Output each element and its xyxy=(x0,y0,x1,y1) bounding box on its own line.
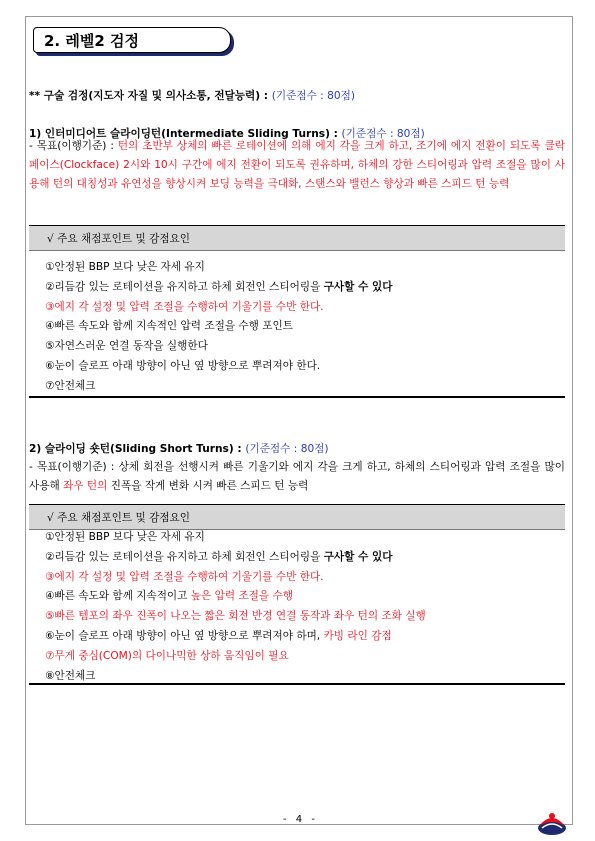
turns1-points-list xyxy=(29,258,565,397)
oral-exam-line xyxy=(29,88,355,103)
turns2-points-title: √ 주요 채점포인트 및 감점요인 xyxy=(47,512,191,524)
turns1-criteria: (기준점수 : 80점) xyxy=(341,128,425,140)
turns2-points-list xyxy=(29,528,565,686)
scoring-point-emphasis: 구사할 수 있다 xyxy=(323,550,393,563)
turns1-bottom-rule xyxy=(29,396,565,398)
scoring-point-text: ⑦안전체크 xyxy=(45,379,96,392)
oral-exam-criteria: (기준점수 : 80점) xyxy=(271,90,355,102)
page-number: - 4 - xyxy=(283,814,318,825)
turns2-bottom-rule xyxy=(29,683,565,685)
scoring-point-text: ⑤빠른 템포의 좌우 진폭이 나오는 짧은 회전 반경 연결 동작과 좌우 턴의 조화 실행 xyxy=(45,610,426,623)
turns1-goal-text: 턴의 초반부 상체의 빠른 로테이션에 의해 에지 각을 크게 하고, 조기에 에지 전환이 되도록 클락페이스(Clockface) 2시와 10시 구간에 에지 전환이 되도록 권유하며, 하체의 강한 스티어링과 압력 조절을 많이 사용해 턴의 대칭성과 유연성을 향상시켜 보딩 능력을 극대화, 스탠스와 밸런스 향상과 빠른 스피드 턴 능력 xyxy=(29,140,565,190)
scoring-point-text: ③에지 각 설정 및 압력 조절을 수행하여 기울기를 수반 한다. xyxy=(45,300,324,313)
scoring-point-item xyxy=(29,337,565,357)
scoring-point-text: ③에지 각 설정 및 압력 조절을 수행하여 기울기를 수반 한다. xyxy=(45,570,324,583)
turns1-heading: 1) 인터미디어트 슬라이딩턴(Intermediate Sliding Turns) : xyxy=(29,128,338,140)
turns1-points-title: √ 주요 채점포인트 및 감점요인 xyxy=(47,233,191,245)
scoring-point-item xyxy=(29,528,565,548)
scoring-point-text: ④빠른 속도와 함께 지속적인 압력 조절을 수행 포인트 xyxy=(45,320,293,333)
scoring-point-text: ⑧안전체크 xyxy=(45,669,96,682)
scoring-point-text: ⑥눈이 슬로프 아래 방향이 아닌 옆 방향으로 뿌려져야 하며, xyxy=(45,629,324,642)
scoring-point-item xyxy=(29,357,565,377)
scoring-point-item xyxy=(29,377,565,397)
turns2-goal-text-red: 좌우 턴의 xyxy=(63,480,108,492)
scoring-point-text: ①안정된 BBP 보다 낮은 자세 유지 xyxy=(45,531,205,543)
turns1-points-header xyxy=(29,225,565,251)
turns2-heading-line xyxy=(29,441,329,456)
turns2-points-header xyxy=(29,504,565,530)
scoring-point-item xyxy=(29,548,565,568)
scoring-point-item xyxy=(29,278,565,298)
turns1-goal-prefix: - 목표(이행기준) : xyxy=(29,140,118,152)
scoring-point-text: ①안정된 BBP 보다 낮은 자세 유지 xyxy=(45,261,205,273)
section-title: 2. 레벨2 검정 xyxy=(33,27,231,53)
scoring-point-text: ④빠른 속도와 함께 지속적이고 xyxy=(45,590,191,603)
scoring-point-item xyxy=(29,258,565,278)
scoring-point-emphasis: 구사할 수 있다 xyxy=(323,280,393,293)
turns1-goal xyxy=(29,137,565,194)
scoring-point-item xyxy=(29,647,565,667)
scoring-point-item xyxy=(29,627,565,647)
turns2-goal-text-a: 상체 회전을 선행시켜 빠른 기울기와 에지 각을 크게 하고, 하체의 스티어링과 압력 조절을 많이 사용해 xyxy=(29,461,565,492)
turns2-heading: 2) 슬라이딩 숏턴(Sliding Short Turns) : xyxy=(29,443,242,455)
organization-logo xyxy=(535,808,569,836)
scoring-point-text: ⑤자연스러운 연결 동작을 실행한다 xyxy=(45,340,208,353)
turns2-goal-prefix: - 목표(이행기준) : xyxy=(29,461,119,473)
scoring-point-red-note: 카빙 라인 감점 xyxy=(323,629,392,642)
turns2-goal-text-b: 진폭을 작게 변화 시켜 빠른 스피드 턴 능력 xyxy=(107,480,309,492)
oral-exam-label: ** 구술 검정(지도자 자질 및 의사소통, 전달능력) : xyxy=(29,90,269,102)
turns2-goal xyxy=(29,458,565,496)
scoring-point-text: ⑦무게 중심(COM)의 다이나믹한 상하 움직임이 필요 xyxy=(45,649,289,662)
scoring-point-item xyxy=(29,298,565,318)
scoring-point-item xyxy=(29,587,565,607)
turns2-criteria: (기준점수 : 80점) xyxy=(245,443,329,455)
scoring-point-red-note: 높은 압력 조절을 수행 xyxy=(190,590,293,603)
scoring-point-item xyxy=(29,607,565,627)
scoring-point-text: ②리듬감 있는 로테이션을 유지하고 하체 회전인 스티어링을 xyxy=(45,550,324,563)
scoring-point-item xyxy=(29,317,565,337)
scoring-point-text: ②리듬감 있는 로테이션을 유지하고 하체 회전인 스티어링을 xyxy=(45,280,324,293)
scoring-point-item xyxy=(29,568,565,588)
scoring-point-text: ⑥눈이 슬로프 아래 방향이 아닌 옆 방향으로 뿌려져야 한다. xyxy=(45,359,321,372)
